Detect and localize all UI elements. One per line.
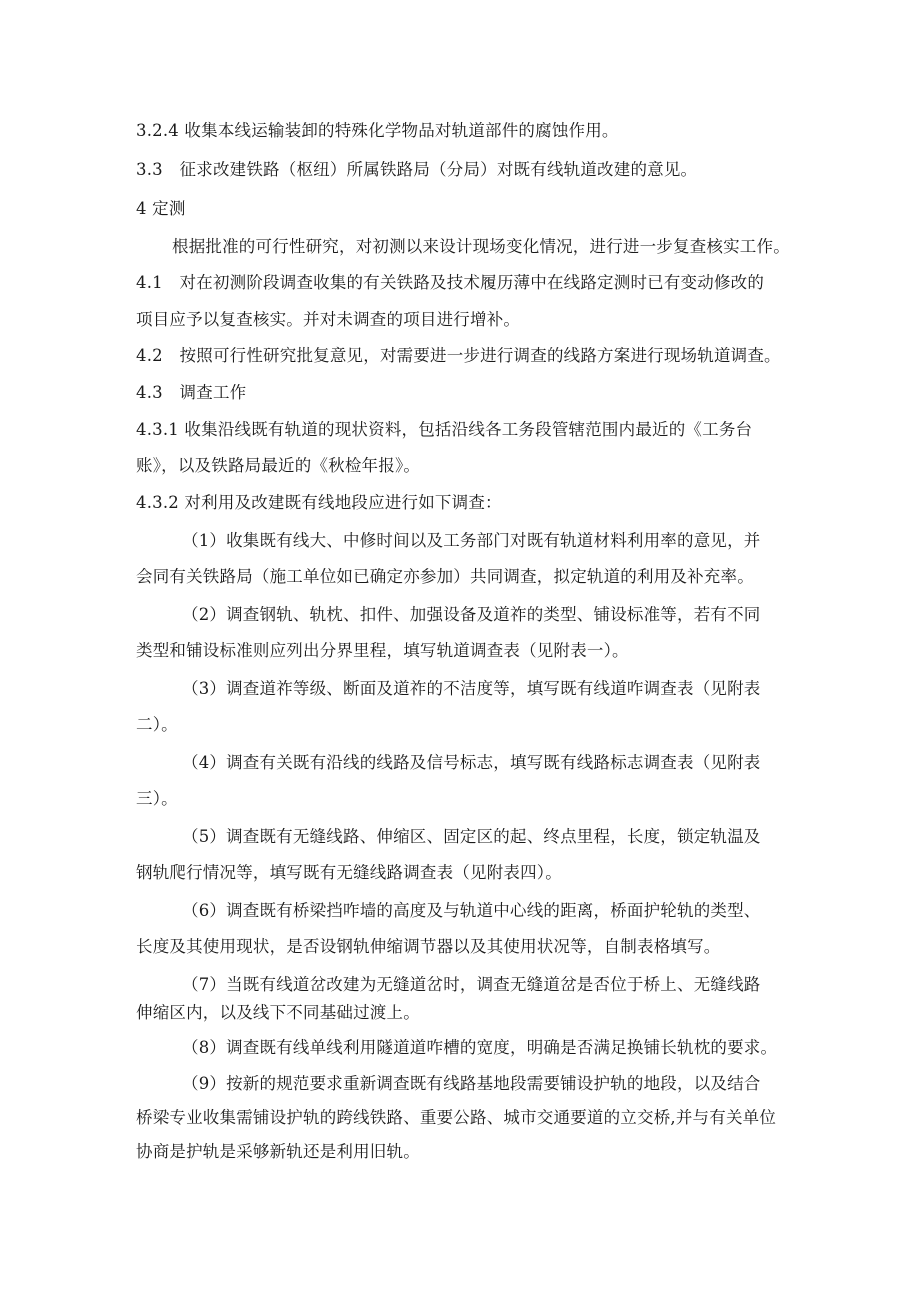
- item-5-line-2: 钢轨爬行情况等，填写既有无缝线路调查表（见附表四）。: [136, 863, 562, 882]
- clause-4-3-2: 4.3.2 对利用及改建既有线地段应进行如下调查：: [136, 493, 502, 512]
- item-8: （8）调查既有线单线利用隧道道咋槽的宽度，明确是否满足换铺长轨枕的要求。: [182, 1038, 778, 1057]
- section-4-intro: 根据批准的可行性研究，对初测以来设计现场变化情况，进行进一步复查核实工作。: [172, 237, 790, 256]
- clause-4-3-1-line-2: 账》，以及铁路局最近的《秋检年报》。: [136, 456, 421, 475]
- clause-3-3: 3.3 征求改建铁路（枢纽）所属铁路局（分局）对既有线轨道改建的意见。: [136, 160, 698, 179]
- clause-4-3-1-line-1: 4.3.1 收集沿线既有轨道的现状资料，包括沿线各工务段管辖范围内最近的《工务台: [136, 420, 753, 439]
- item-7-line-2: 伸缩区内，以及线下不同基础过渡上。: [136, 1003, 420, 1022]
- item-5-line-1: （5）调查既有无缝线路、伸缩区、固定区的起、终点里程，长度，锁定轨温及: [182, 827, 761, 846]
- item-9-line-2: 桥梁专业收集需铺设护轨的跨线铁路、重要公路、城市交通要道的立交桥,并与有关单位: [136, 1108, 777, 1127]
- clause-4-1-line-1: 4.1 对在初测阶段调查收集的有关铁路及技术履历薄中在线路定测时已有变动修改的: [136, 273, 765, 292]
- item-4-line-1: （4）调查有关既有沿线的线路及信号标志，填写既有线路标志调查表（见附表: [182, 753, 761, 772]
- item-1-line-2: 会同有关铁路局（施工单位如已确定亦参加）共同调查，拟定轨道的利用及补充率。: [136, 567, 754, 586]
- item-4-line-2: 三）。: [136, 789, 178, 808]
- clause-4-2: 4.2 按照可行性研究批复意见，对需要进一步进行调查的线路方案进行现场轨道调查。: [136, 346, 781, 365]
- clause-4-1-line-2: 项目应予以复查核实。并对未调查的项目进行增补。: [136, 310, 521, 329]
- item-6-line-1: （6）调查既有桥梁挡咋墙的高度及与轨道中心线的距离，桥面护轮轨的类型、: [182, 901, 761, 920]
- item-9-line-3: 协商是护轨是采够新轨还是利用旧轨。: [136, 1142, 420, 1161]
- item-6-line-2: 长度及其使用现状，是否设钢轨伸缩调节器以及其使用状况等，自制表格填写。: [136, 937, 721, 956]
- item-9-line-1: （9）按新的规范要求重新调查既有线路基地段需要铺设护轨的地段，以及结合: [182, 1074, 761, 1093]
- item-2-line-1: （2）调查钢轨、轨枕、扣件、加强设备及道祚的类型、铺设标准等，若有不同: [182, 605, 761, 624]
- clause-4-3-heading: 4.3 调查工作: [136, 383, 247, 402]
- clause-3-2-4: 3.2.4 收集本线运输装卸的特殊化学物品对轨道部件的腐蚀作用。: [136, 121, 619, 140]
- item-1-line-1: （1）收集既有线大、中修时间以及工务部门对既有轨道材料利用率的意见，并: [182, 531, 761, 550]
- section-4-heading: 4 定测: [136, 199, 186, 218]
- item-3-line-1: （3）调查道祚等级、断面及道祚的不洁度等，填写既有线道咋调查表（见附表: [182, 679, 761, 698]
- item-7-line-1: （7）当既有线道岔改建为无缝道岔时，调查无缝道岔是否位于桥上、无缝线路: [182, 975, 761, 994]
- item-2-line-2: 类型和铺设标准则应列出分界里程，填写轨道调查表（见附表一）。: [136, 641, 629, 660]
- item-3-line-2: 二）。: [136, 715, 178, 734]
